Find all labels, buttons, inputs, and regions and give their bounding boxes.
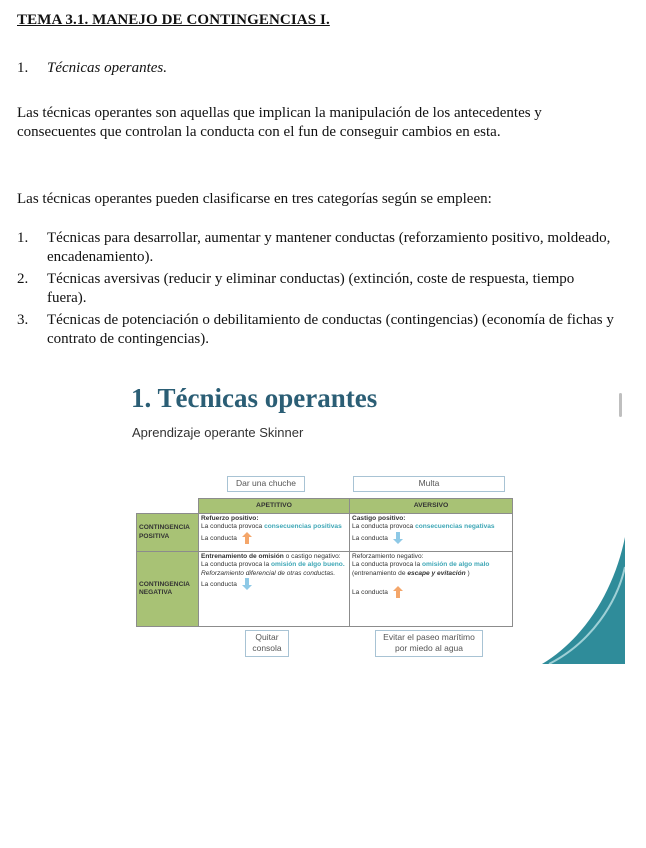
cell-refuerzo-positivo: Refuerzo positivo: La conducta provoca consecuencias positivas La conducta [199,514,350,552]
col-header-aversivo: AVERSIVO [350,499,513,514]
section-number: 1. [17,60,29,76]
arrow-down-icon [393,532,403,544]
list-item-text: Técnicas aversivas (reducir y eliminar conductas) (extinción, coste de respuesta, tiempo fuera). [47,271,575,306]
col-header-apetitivo: APETITIVO [199,499,350,514]
label-multa: Multa [353,476,505,492]
paragraph-definition: Las técnicas operantes son aquellas que implican la manipulación de los antecedentes y consecuentes que controlan la conducta con el fun de conseguir cambios en esta. [17,105,542,140]
technique-list [17,229,617,352]
list-item-number: 2. [17,271,29,287]
list-item [17,270,617,307]
cell-castigo-positivo: Castigo positivo: La conducta provoca consecuencias negativas La conducta [350,514,513,552]
row-header-positiva: CONTINGENCIA POSITIVA [137,514,199,552]
scrollbar [619,393,622,417]
table-corner [137,499,199,514]
section-heading [17,60,167,77]
list-item-text: Técnicas para desarrollar, aumentar y mantener conductas (reforzamiento positivo, moldeado, encadenamiento). [47,230,611,265]
cell-entrenamiento-omision: Entrenamiento de omisión o castigo negativo: La conducta provoca la omisión de algo bueno. Reforzamiento diferencial de otras conductas. La conducta [199,552,350,627]
arrow-up-icon [242,532,252,544]
label-dar-chuche: Dar una chuche [227,476,305,492]
slide-subtitle: Aprendizaje operante Skinner [132,425,304,440]
list-item [17,311,617,348]
contingency-table [136,498,513,627]
label-quitar-consola: Quitar consola [245,630,289,657]
document-title: TEMA 3.1. MANEJO DE CONTINGENCIAS I. [17,12,330,28]
list-item-text: Técnicas de potenciación o debilitamiento de conductas (contingencias) (economía de fichas y contrato de contingencias). [47,312,614,347]
list-item-number: 1. [17,230,29,246]
arrow-down-icon [242,578,252,590]
label-evitar-paseo: Evitar el paseo marítimo por miedo al agua [375,630,483,657]
section-heading-text: Técnicas operantes. [47,60,167,76]
arrow-up-icon [393,586,403,598]
cell-reforzamiento-negativo: Reforzamiento negativo: La conducta provoca la omisión de algo malo (entrenamiento de escape y evitación ) La conducta [350,552,513,627]
slide-title: 1. Técnicas operantes [131,383,378,413]
paragraph-classification: Las técnicas operantes pueden clasificarse en tres categorías según se empleen: [17,191,492,207]
list-item-number: 3. [17,312,29,328]
slide-image [117,377,625,664]
row-header-negativa: CONTINGENCIA NEGATIVA [137,552,199,627]
list-item [17,229,617,266]
